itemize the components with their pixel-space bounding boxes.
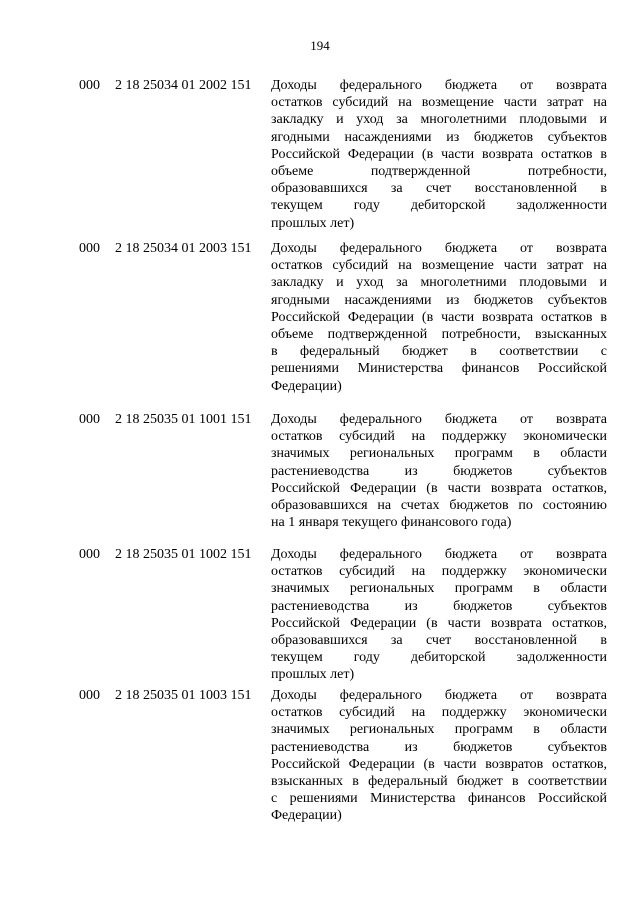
description-line: остатков субсидий на поддержку экономически [271, 705, 607, 721]
page-number: 194 [310, 38, 330, 53]
budget-classification-code: 2 18 25034 01 2003 151 [115, 241, 252, 256]
description-line: Доходы федерального бюджета от возврата [271, 412, 607, 427]
description-line: остатков субсидий на поддержку экономически [271, 564, 607, 580]
income-description [271, 687, 607, 825]
administrator-code: 000 [79, 412, 100, 427]
description-line: закладку и уход за многолетними плодовыми и [271, 275, 607, 291]
description-line: прошлых лет) [271, 667, 355, 683]
description-line: Доходы федерального бюджета от возврата [271, 78, 607, 93]
administrator-code: 000 [79, 688, 100, 703]
description-line: остатков субсидий на поддержку экономически [271, 429, 607, 445]
administrator-code: 000 [79, 241, 100, 256]
description-line: Российской Федерации (в части возврата остатков в [271, 146, 607, 162]
description-line: текущем году дебиторской задолженности [271, 198, 607, 214]
description-line: объеме подтвержденной потребности, взысканных [271, 326, 607, 342]
income-description [271, 77, 607, 232]
description-line: Доходы федерального бюджета от возврата [271, 547, 607, 562]
description-line: растениеводства из бюджетов субъектов [271, 598, 607, 614]
description-line: значимых региональных программ в области [271, 722, 607, 738]
description-line: остатков субсидий на возмещение части затрат на [271, 258, 607, 274]
description-line: с решениями Министерства финансов Российской [271, 791, 607, 807]
description-line: образовавшихся за счет восстановленной в [271, 181, 607, 197]
income-description [271, 546, 607, 684]
income-description [271, 240, 607, 395]
description-line: значимых региональных программ в области [271, 581, 607, 597]
description-line: решениями Министерства финансов Российской [271, 361, 607, 377]
budget-classification-code: 2 18 25035 01 1003 151 [115, 688, 252, 703]
administrator-code: 000 [79, 547, 100, 562]
description-line: значимых региональных программ в области [271, 446, 607, 462]
description-line: Российской Федерации (в части возврата остатков в [271, 309, 607, 325]
description-line: образовавшихся за счет восстановленной в [271, 632, 607, 648]
administrator-code: 000 [79, 78, 100, 93]
description-line: растениеводства из бюджетов субъектов [271, 739, 607, 755]
description-line: взысканных в федеральный бюджет в соответствии [271, 773, 607, 789]
description-line: Российской Федерации (в части возвратов остатков, [271, 756, 607, 772]
description-line: в федеральный бюджет в соответствии с [271, 344, 607, 360]
income-description [271, 411, 607, 531]
description-line: объеме подтвержденной потребности, [271, 163, 607, 179]
description-line: Российской Федерации (в части возврата остатков, [271, 615, 607, 631]
description-line: ягодными насаждениями из бюджетов субъектов [271, 129, 607, 145]
description-line: ягодными насаждениями из бюджетов субъектов [271, 292, 607, 308]
description-line: Доходы федерального бюджета от возврата [271, 688, 607, 703]
budget-classification-code: 2 18 25034 01 2002 151 [115, 78, 252, 93]
description-line: на 1 января текущего финансового года) [271, 515, 512, 531]
budget-classification-code: 2 18 25035 01 1002 151 [115, 547, 252, 562]
description-line: закладку и уход за многолетними плодовыми и [271, 112, 607, 128]
description-line: текущем году дебиторской задолженности [271, 650, 607, 666]
description-line: Федерации) [271, 378, 342, 394]
description-line: растениеводства из бюджетов субъектов [271, 463, 607, 479]
budget-classification-code: 2 18 25035 01 1001 151 [115, 412, 252, 427]
description-line: остатков субсидий на возмещение части затрат на [271, 95, 607, 111]
description-line: Российской Федерации (в части возврата остатков, [271, 480, 607, 496]
description-line: Федерации) [271, 808, 342, 824]
description-line: прошлых лет) [271, 215, 355, 231]
description-line: Доходы федерального бюджета от возврата [271, 241, 607, 256]
description-line: образовавшихся на счетах бюджетов по состоянию [271, 497, 607, 513]
